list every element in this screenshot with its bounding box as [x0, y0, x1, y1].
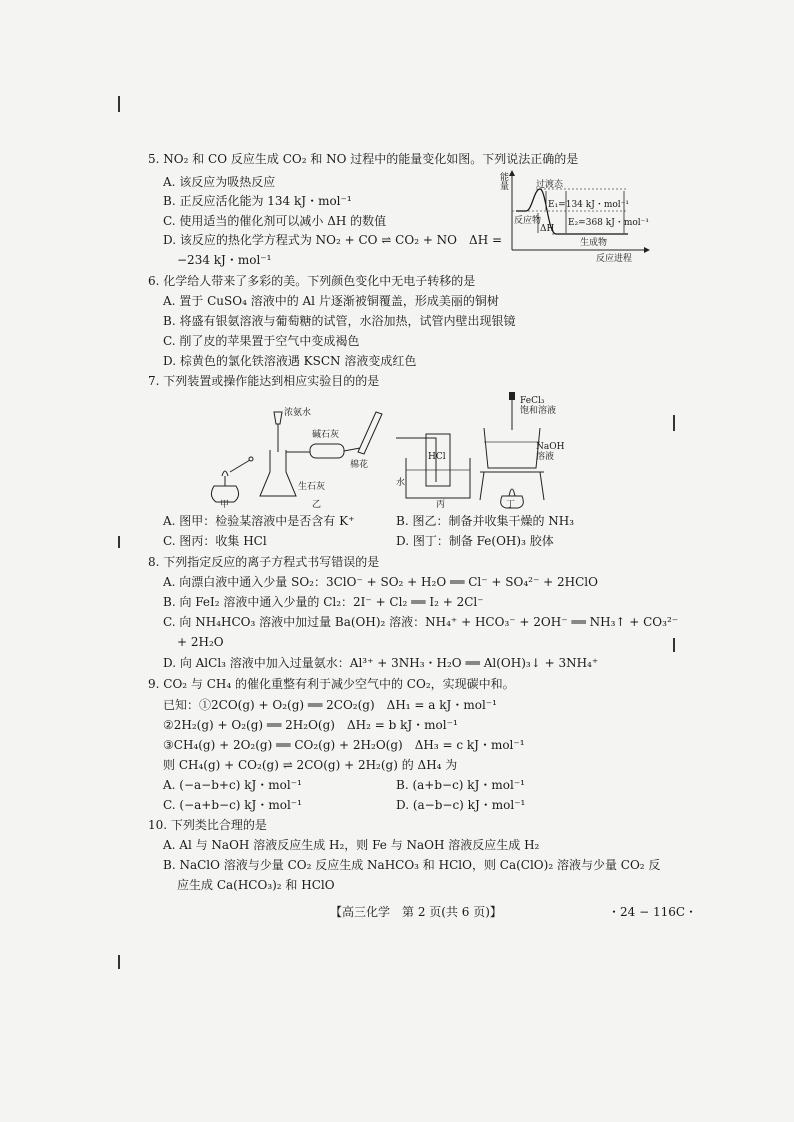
label-bing: 丙	[436, 500, 446, 510]
diagram-dh-label: ΔH	[540, 224, 555, 234]
diagram-transition-label: 过渡态	[536, 180, 564, 190]
label-jia: 甲	[220, 500, 230, 510]
q5-option-d-cont: −234 kJ・mol⁻¹	[177, 253, 272, 267]
q8-option-b: B. 向 FeI₂ 溶液中通入少量的 Cl₂：2I⁻ + Cl₂ ══ I₂ + 2Cl⁻	[163, 595, 484, 609]
margin-mark	[673, 415, 675, 431]
margin-mark	[118, 96, 120, 112]
q5-option-c: C. 使用适当的催化剂可以减小 ΔH 的数值	[163, 214, 387, 228]
q10-option-b: B. NaClO 溶液与少量 CO₂ 反应生成 NaHCO₃ 和 HClO，则 Ca(ClO)₂ 溶液与少量 CO₂ 反	[163, 858, 661, 872]
q5-option-d: D. 该反应的热化学方程式为 NO₂ + CO ⇌ CO₂ + NO ΔH =	[163, 233, 503, 247]
q8-option-a: A. 向漂白液中通入少量 SO₂：3ClO⁻ + SO₂ + H₂O ══ Cl⁻ + SO₄²⁻ + 2HClO	[163, 575, 598, 589]
q8-option-c-cont: + 2H₂O	[177, 635, 224, 649]
diagram-product-label: 生成物	[580, 238, 608, 248]
q9-given-1: 已知：①2CO(g) + O₂(g) ══ 2CO₂(g) ΔH₁ = a kJ・mol⁻¹	[163, 698, 497, 712]
diagram-y-label: 能量	[500, 173, 510, 192]
q9-stem: 9. CO₂ 与 CH₄ 的催化重整有利于减少空气中的 CO₂，实现碳中和。	[148, 677, 515, 691]
exam-code: ・24 − 116C・	[608, 905, 698, 919]
q6-option-b: B. 将盛有银氨溶液与葡萄糖的试管，水浴加热，试管内壁出现银镜	[163, 314, 516, 328]
page-footer: 【高三化学 第 2 页(共 6 页)】	[330, 905, 502, 919]
label-cotton: 棉花	[350, 460, 369, 470]
q6-option-a: A. 置于 CuSO₄ 溶液中的 Al 片逐渐被铜覆盖，形成美丽的铜树	[163, 294, 499, 308]
q5-option-a: A. 该反应为吸热反应	[163, 175, 276, 189]
q9-given-4: 则 CH₄(g) + CO₂(g) ⇌ 2CO(g) + 2H₂(g) 的 ΔH₄ 为	[163, 758, 458, 772]
apparatus-figure	[200, 392, 565, 510]
q8-stem: 8. 下列指定反应的离子方程式书写错误的是	[148, 555, 380, 569]
label-solution: 溶液	[536, 452, 555, 462]
q10-stem: 10. 下列类比合理的是	[148, 818, 267, 832]
energy-diagram	[496, 170, 656, 264]
diagram-e2-label: E₂=368 kJ・mol⁻¹	[568, 218, 650, 228]
label-saturated: 饱和溶液	[520, 406, 557, 416]
diagram-reactant-label: 反应物	[514, 216, 542, 226]
q7-stem: 7. 下列装置或操作能达到相应实验目的的是	[148, 374, 380, 388]
q9-option-b: B. (a+b−c) kJ・mol⁻¹	[396, 778, 525, 792]
label-quicklime: 生石灰	[298, 482, 326, 492]
label-hcl: HCl	[428, 452, 446, 462]
label-yi: 乙	[312, 500, 322, 510]
q6-option-c: C. 削了皮的苹果置于空气中变成褐色	[163, 334, 360, 348]
q7-option-c: C. 图丙：收集 HCl	[163, 534, 267, 548]
q9-given-3: ③CH₄(g) + 2O₂(g) ══ CO₂(g) + 2H₂O(g) ΔH₃ = c kJ・mol⁻¹	[163, 738, 525, 752]
q7-option-b: B. 图乙：制备并收集干燥的 NH₃	[396, 514, 575, 528]
q7-option-d: D. 图丁：制备 Fe(OH)₃ 胶体	[396, 534, 554, 548]
q9-option-c: C. (−a+b−c) kJ・mol⁻¹	[163, 798, 302, 812]
q5-stem: 5. NO₂ 和 CO 反应生成 CO₂ 和 NO 过程中的能量变化如图。下列说法正确的是	[148, 152, 579, 166]
label-fecl3: FeCl₃	[520, 396, 545, 406]
q9-option-a: A. (−a−b+c) kJ・mol⁻¹	[163, 778, 302, 792]
q9-given-2: ②2H₂(g) + O₂(g) ══ 2H₂O(g) ΔH₂ = b kJ・mol⁻¹	[163, 718, 458, 732]
label-conc-ammonia: 浓氨水	[284, 408, 312, 418]
label-ding: 丁	[506, 500, 516, 510]
q8-option-c: C. 向 NH₄HCO₃ 溶液中加过量 Ba(OH)₂ 溶液：NH₄⁺ + HCO₃⁻ + 2OH⁻ ══ NH₃↑ + CO₃²⁻	[163, 615, 679, 629]
margin-mark	[673, 638, 675, 652]
margin-mark	[118, 536, 120, 548]
q7-option-a: A. 图甲：检验某溶液中是否含有 K⁺	[163, 514, 355, 528]
margin-mark	[118, 955, 120, 969]
q5-option-b: B. 正反应活化能为 134 kJ・mol⁻¹	[163, 194, 352, 208]
apparatus-svg	[200, 392, 560, 510]
diagram-x-label: 反应进程	[596, 254, 633, 264]
label-soda-lime: 碱石灰	[312, 430, 340, 440]
label-naoh: NaOH	[536, 442, 565, 452]
q6-stem: 6. 化学给人带来了多彩的美。下列颜色变化中无电子转移的是	[148, 274, 476, 288]
q10-option-a: A. Al 与 NaOH 溶液反应生成 H₂，则 Fe 与 NaOH 溶液反应生成 H₂	[163, 838, 540, 852]
q8-option-d: D. 向 AlCl₃ 溶液中加入过量氨水：Al³⁺ + 3NH₃・H₂O ══ Al(OH)₃↓ + 3NH₄⁺	[163, 656, 599, 670]
q10-option-b-cont: 应生成 Ca(HCO₃)₂ 和 HClO	[177, 878, 335, 892]
diagram-e1-label: E₁=134 kJ・mol⁻¹	[548, 200, 630, 210]
q6-option-d: D. 棕黄色的氯化铁溶液遇 KSCN 溶液变成红色	[163, 354, 417, 368]
label-water: 水	[396, 478, 406, 488]
q9-option-d: D. (a−b−c) kJ・mol⁻¹	[396, 798, 526, 812]
